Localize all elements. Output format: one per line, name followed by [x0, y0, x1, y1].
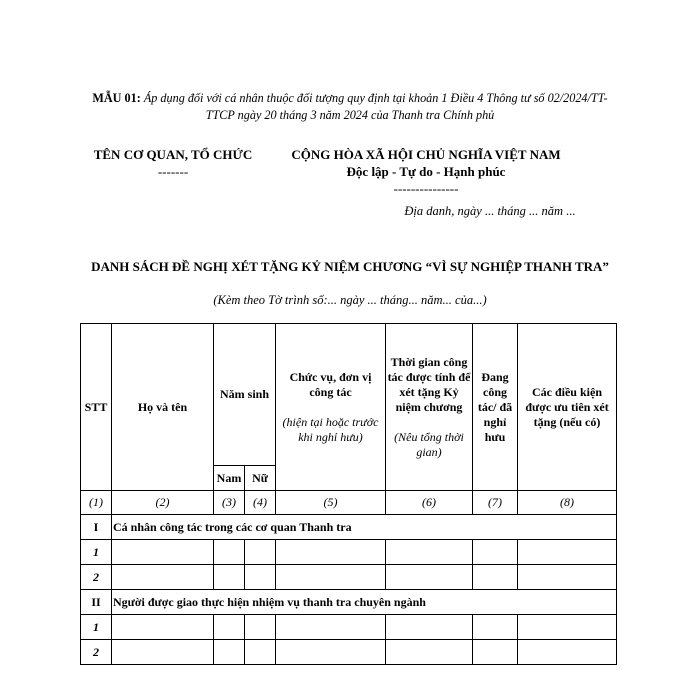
table-cell — [112, 540, 214, 565]
table-row — [81, 540, 617, 565]
header-birth-year: Năm sinh — [214, 324, 276, 466]
table-cell — [473, 540, 518, 565]
template-scope-text: Áp dụng đối với cá nhân thuộc đối tượng quy định tại khoản 1 Điều 4 Thông tư số 02/2024/TT-TTCP ngày 20 tháng 3 năm 2024 của Thanh tra Chính phủ — [143, 91, 608, 122]
header-position — [276, 324, 386, 491]
nomination-table — [80, 323, 617, 665]
table-cell — [245, 540, 276, 565]
table-row — [81, 615, 617, 640]
table-cell — [276, 640, 386, 665]
document-subtitle: (Kèm theo Tờ trình số:... ngày ... tháng... năm... của...) — [213, 293, 487, 307]
section-title: Người được giao thực hiện nhiệm vụ thanh tra chuyên ngành — [112, 590, 617, 615]
header-priority: Các điều kiện được ưu tiên xét tặng (nếu có) — [518, 324, 617, 491]
organization-name: TÊN CƠ QUAN, TỔ CHỨC — [93, 147, 253, 162]
table-cell — [112, 615, 214, 640]
column-index: (6) — [386, 491, 473, 515]
republic-name: CỘNG HÒA XÃ HỘI CHỦ NGHĨA VIỆT NAM — [291, 147, 561, 162]
row-number: 2 — [81, 565, 112, 590]
national-header — [270, 146, 582, 197]
document-title: DANH SÁCH ĐỀ NGHỊ XÉT TẶNG KỶ NIỆM CHƯƠNG “VÌ SỰ NGHIỆP THANH TRA” — [91, 259, 609, 274]
table-cell — [214, 565, 245, 590]
header-male: Nam — [214, 466, 245, 491]
table-cell — [214, 615, 245, 640]
row-number: 2 — [81, 640, 112, 665]
row-number: 1 — [81, 615, 112, 640]
template-note — [80, 90, 620, 124]
header-status: Đang công tác/ đã nghỉ hưu — [473, 324, 518, 491]
section-row — [81, 590, 617, 615]
table-cell — [518, 540, 617, 565]
column-index: (7) — [473, 491, 518, 515]
place-date: Địa danh, ngày ... tháng ... năm ... — [404, 204, 576, 218]
section-number: I — [81, 515, 112, 540]
column-index: (8) — [518, 491, 617, 515]
table-cell — [112, 640, 214, 665]
column-index: (3) — [214, 491, 245, 515]
table-cell — [276, 565, 386, 590]
row-number: 1 — [81, 540, 112, 565]
table-row — [81, 640, 617, 665]
header-service-time — [386, 324, 473, 491]
table-cell — [386, 540, 473, 565]
table-cell — [518, 565, 617, 590]
table-cell — [518, 640, 617, 665]
table-cell — [214, 640, 245, 665]
organization-block — [86, 146, 260, 180]
header-service-time-label: Thời gian công tác được tính để xét tặng Kỷ niệm chương — [387, 354, 471, 414]
column-index-row — [81, 491, 617, 515]
table-cell — [473, 615, 518, 640]
table-cell — [245, 615, 276, 640]
table-cell — [245, 565, 276, 590]
table-cell — [112, 565, 214, 590]
header-row — [81, 324, 617, 466]
column-index: (2) — [112, 491, 214, 515]
table-row — [81, 565, 617, 590]
template-label: MẪU 01: — [92, 91, 141, 105]
table-cell — [473, 640, 518, 665]
table-cell — [245, 640, 276, 665]
column-index: (4) — [245, 491, 276, 515]
national-motto: Độc lập - Tự do - Hạnh phúc — [346, 164, 506, 179]
header-service-time-note: (Nêu tổng thời gian) — [394, 429, 464, 459]
header-stt: STT — [81, 324, 112, 491]
header-name: Họ và tên — [112, 324, 214, 491]
header-female: Nữ — [245, 466, 276, 491]
section-row — [81, 515, 617, 540]
table-cell — [276, 615, 386, 640]
column-index: (5) — [276, 491, 386, 515]
section-number: II — [81, 590, 112, 615]
organization-divider: ------- — [157, 164, 189, 179]
column-index: (1) — [81, 491, 112, 515]
table-cell — [386, 615, 473, 640]
header-position-note: (hiện tại hoặc trước khi nghỉ hưu) — [282, 414, 379, 444]
table-cell — [386, 640, 473, 665]
section-title: Cá nhân công tác trong các cơ quan Thanh tra — [112, 515, 617, 540]
table-cell — [518, 615, 617, 640]
motto-divider: --------------- — [393, 181, 459, 196]
table-cell — [386, 565, 473, 590]
table-cell — [473, 565, 518, 590]
header-position-label: Chức vụ, đơn vị công tác — [289, 369, 372, 399]
table-cell — [276, 540, 386, 565]
table-cell — [214, 540, 245, 565]
